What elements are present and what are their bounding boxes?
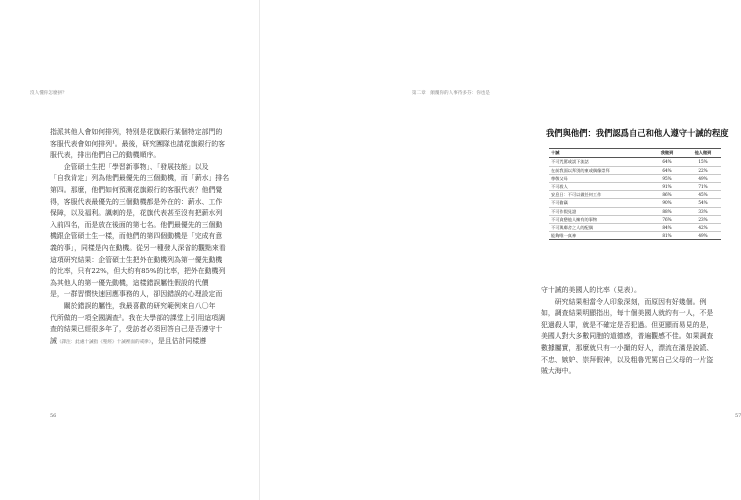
body-line: 指派其他人會如何排列，特別是花旗銀行某個特定部門的: [50, 128, 223, 136]
body-line: 數據屬實，那麼就只有一小撮的好人，漂流在滿是說謊、: [541, 343, 714, 352]
table-cell-self: 91%: [662, 183, 672, 189]
table-header-commandment: 十誡: [551, 150, 560, 155]
body-line: 機跟企管碩士生一樣，而他們的第四個動機是「完成有意: [50, 232, 223, 241]
table-cell-commandment: 尊敬父母: [551, 175, 568, 181]
table-cell-others: 45%: [698, 192, 708, 198]
table-cell-self: 64%: [662, 159, 672, 165]
table-row: [549, 199, 721, 207]
body-line: 如，調查結果明顯指出，每十個美國人就約有一人，不是: [541, 309, 714, 318]
running-head-right: 第二章 顛覆你的人事待多芬：你也是: [411, 91, 490, 96]
table-cell-self: 95%: [662, 175, 672, 181]
table-cell-others: 23%: [698, 216, 708, 222]
left-body-text: [50, 127, 238, 347]
table-cell-self: 88%: [662, 208, 672, 214]
body-line: 誡（譯注：此處十誡指《聖經》十誡裡面的戒律），是且估計同樣遵: [50, 336, 207, 345]
table-cell-others: 33%: [698, 208, 708, 214]
table-cell-others: 71%: [698, 183, 708, 189]
table-cell-others: 22%: [698, 167, 708, 173]
table-row: [549, 208, 721, 216]
table-cell-others: 42%: [698, 224, 708, 230]
body-line: 為其他人的第一優先動機，這樣錯誤屬性假設的代價: [50, 278, 209, 287]
table-header-others: 他人做到: [694, 150, 712, 155]
body-line: 代所做的一項全國調查²。我在大學部的課堂上引用這項調: [50, 313, 226, 322]
table-header-self: 我做到: [660, 150, 674, 155]
table-cell-others: 49%: [698, 233, 708, 239]
table-cell-self: 84%: [662, 224, 672, 230]
body-line: 犯過殺人罪，就是不確定是否犯過。但更顯而易見的是，: [541, 320, 714, 329]
table-row: [549, 224, 721, 232]
table-row: [549, 167, 721, 175]
body-line: 企管碩士生把「學習新事物」、「發展技能」以及: [50, 162, 209, 171]
table-cell-others: 49%: [698, 175, 708, 181]
table-row: [549, 158, 721, 166]
right-body-text: [541, 285, 729, 378]
body-line: 保障，以及福利。諷刺的是，花旗代表甚至沒有把薪水列: [50, 209, 223, 218]
body-line: 服代表，排出他們自己的動機順序。: [50, 151, 161, 160]
table-cell-commandment: 不可偷竊: [551, 200, 568, 206]
table-cell-self: 90%: [662, 200, 672, 206]
table-row: [549, 216, 721, 224]
body-line: 美國人對大多數同胞的道德感，普遍觀感不佳。如果調查: [541, 332, 714, 341]
body-line: 賊大海中。: [541, 367, 576, 376]
body-line: 入前四名，而是放在後面的第七名。他們最優先的三個動: [50, 220, 223, 229]
table-title: 我們與他們：我們認爲自己和他人遵守十誡的程度: [546, 128, 729, 138]
right-page: [260, 0, 741, 500]
running-head-left: 沒人懂你怎麼拼？: [30, 91, 67, 96]
table-row: [549, 175, 721, 183]
table-cell-self: 86%: [662, 192, 672, 198]
table-cell-commandment: 不可貪戀他人擁有的事物: [551, 216, 598, 222]
body-line: 這項研究結果：企管碩士生把外在動機列為第一優先動機: [50, 255, 223, 264]
body-line: 研究結果相當令人印象深刻，而原因有好幾個。例: [541, 297, 707, 306]
page-number-right: 57: [735, 413, 741, 419]
table-row: [549, 232, 721, 239]
table-header-row: [549, 149, 721, 158]
table-cell-self: 76%: [662, 216, 672, 222]
left-page: [0, 0, 260, 500]
table-cell-self: 64%: [662, 167, 672, 173]
body-line: 第四。那麼，他們如何預測花旗銀行的客服代表？他們覺: [50, 185, 223, 194]
page-number-left: 56: [50, 413, 57, 419]
body-line: 查的結果已經很多年了，受訪者必須回答自己是否遵守十: [50, 325, 223, 334]
table-cell-others: 54%: [698, 200, 708, 206]
commandments-table: [549, 148, 721, 240]
body-line: 守十誡的美國人的比率（見表）。: [541, 286, 641, 294]
body-line: 得，客服代表最優先的三個動機都是外在的：薪水、工作: [50, 197, 223, 206]
table-cell-commandment: 不可咒罵或誤下流話: [551, 159, 589, 165]
body-line: 是，一群習慣快速回應事務的人，卻因錯誤的心理設定而: [50, 290, 223, 299]
table-cell-self: 81%: [662, 233, 672, 239]
table-cell-commandment: 在前我面以拜別的東或偶像崇拜: [551, 167, 610, 173]
table-row: [549, 183, 721, 191]
body-line: 客服代表會如何排列¹。最後，研究團隊也請花旗銀行的客: [50, 139, 226, 148]
table-cell-commandment: 不可與鄰舍之人的配偶: [551, 224, 593, 230]
table-cell-commandment: 不可殺人: [551, 183, 568, 189]
table-row: [549, 191, 721, 199]
table-cell-commandment: 不可作假見證: [551, 208, 577, 214]
table-cell-others: 15%: [698, 159, 708, 165]
body-line: 的比率，只有22%，但大約有85%的比率，把外在動機列: [50, 267, 226, 276]
body-line: 不忠、嫉妒、崇拜假神，以及粗魯咒罵自己父母的一片盜: [541, 355, 714, 364]
table-cell-commandment: 安息日：不可以做任何工作: [551, 192, 602, 198]
body-line: 「自我肯定」列為他們最優先的三個動機，而「薪水」排名: [50, 174, 230, 183]
table-cell-commandment: 能夠唯一真神: [551, 233, 577, 239]
body-line: 關於錯誤的屬性，我最喜歡的研究範例來自八〇年: [50, 301, 216, 310]
body-line: 義的事」，同樣是內在動機。從另一種發人深省的觀點來看: [50, 243, 226, 252]
